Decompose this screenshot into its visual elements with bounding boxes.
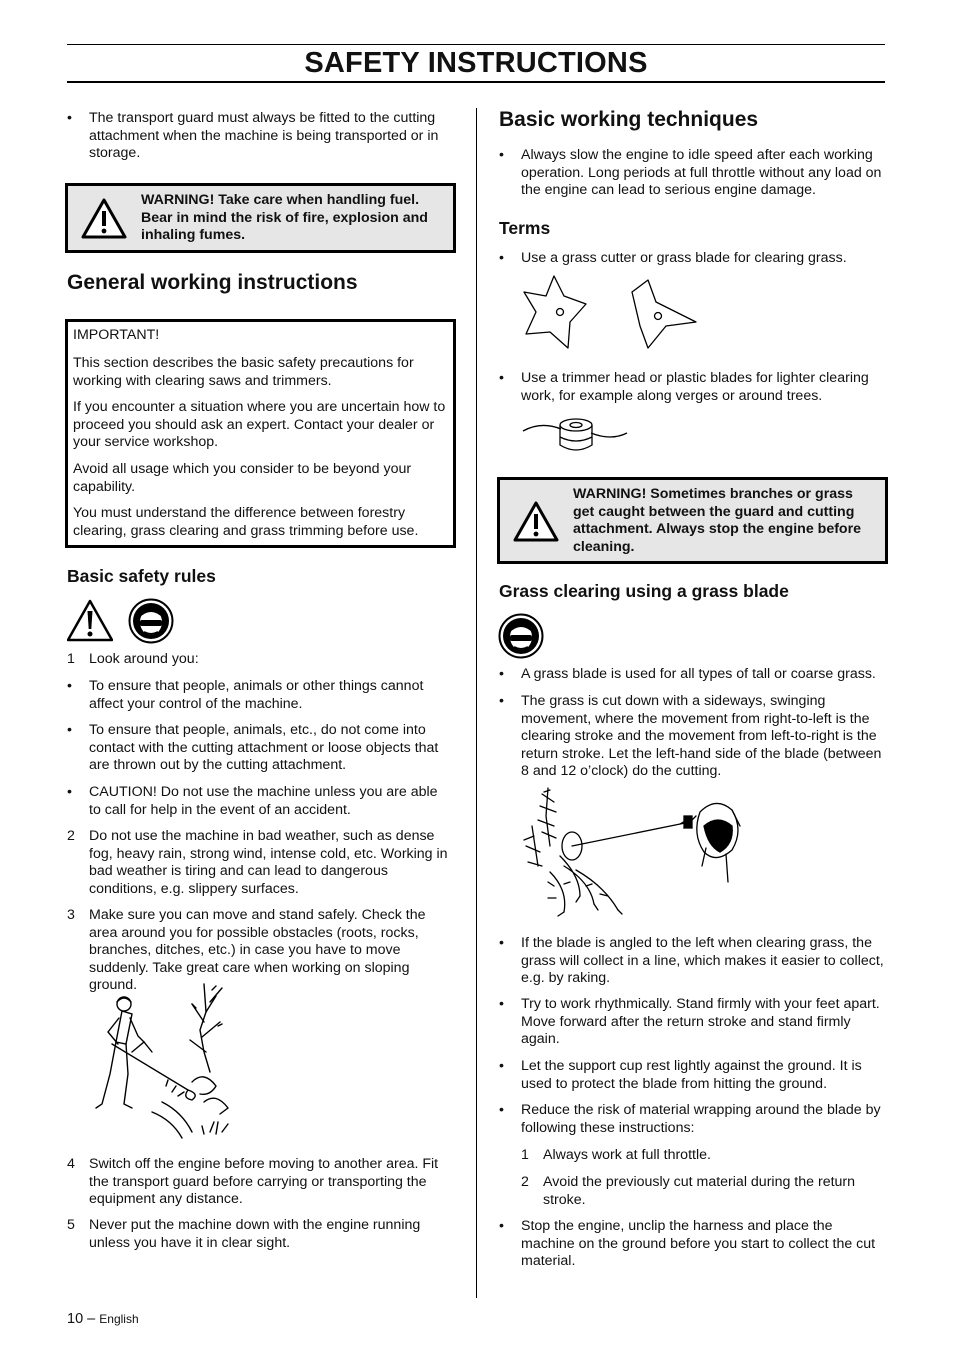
important-box: [65, 319, 456, 548]
illustration-worker-clearing-saw: [92, 982, 242, 1140]
grass-blade-illustration: [520, 274, 705, 354]
warning-triangle-icon: [76, 186, 132, 250]
trimmer-head-illustration: [521, 411, 631, 459]
important-paragraph: Avoid all usage which you consider to be beyond your capability.: [73, 461, 412, 495]
illustration-grass-blade-stroke: [520, 786, 746, 918]
important-paragraph: If you encounter a situation where you are uncertain how to proceed you should ask an expert. Contact your dealer or your service workshop.: [73, 399, 446, 450]
protective-equipment-icon: [498, 613, 544, 659]
important-paragraph: You must understand the difference between forestry clearing, grass clearing and grass trimming before use.: [73, 505, 419, 539]
column-divider: [476, 108, 477, 1298]
section-heading-techniques: Basic working techniques: [499, 108, 759, 131]
subheading-basic-safety-rules: Basic safety rules: [67, 566, 216, 586]
page-title: SAFETY INSTRUCTIONS: [304, 47, 648, 79]
warning-box-branches: WARNING! Sometimes branches or grass get caught between the guard and cutting attachment. Always stop the engine before cleaning.: [497, 477, 888, 564]
page-footer: [67, 1311, 139, 1327]
protective-equipment-icon: [128, 598, 174, 644]
warning-triangle-icon: [508, 480, 564, 561]
warning-triangle-icon: [67, 599, 113, 642]
header-rule-bottom: [67, 81, 885, 83]
important-paragraph: This section describes the basic safety precautions for working with clearing saws and trimmers.: [73, 355, 414, 389]
footer-dash: –: [87, 1311, 96, 1327]
section-heading-general: General working instructions: [67, 271, 358, 294]
warning-box-fuel: WARNING! Take care when handling fuel. Bear in mind the risk of fire, explosion and inhaling fumes.: [65, 183, 456, 253]
subheading-grass-clearing: Grass clearing using a grass blade: [499, 581, 789, 601]
important-label: IMPORTANT!: [73, 327, 160, 343]
footer-language: English: [99, 1312, 139, 1326]
subheading-terms: Terms: [499, 218, 551, 238]
page-number: 10: [67, 1311, 84, 1327]
